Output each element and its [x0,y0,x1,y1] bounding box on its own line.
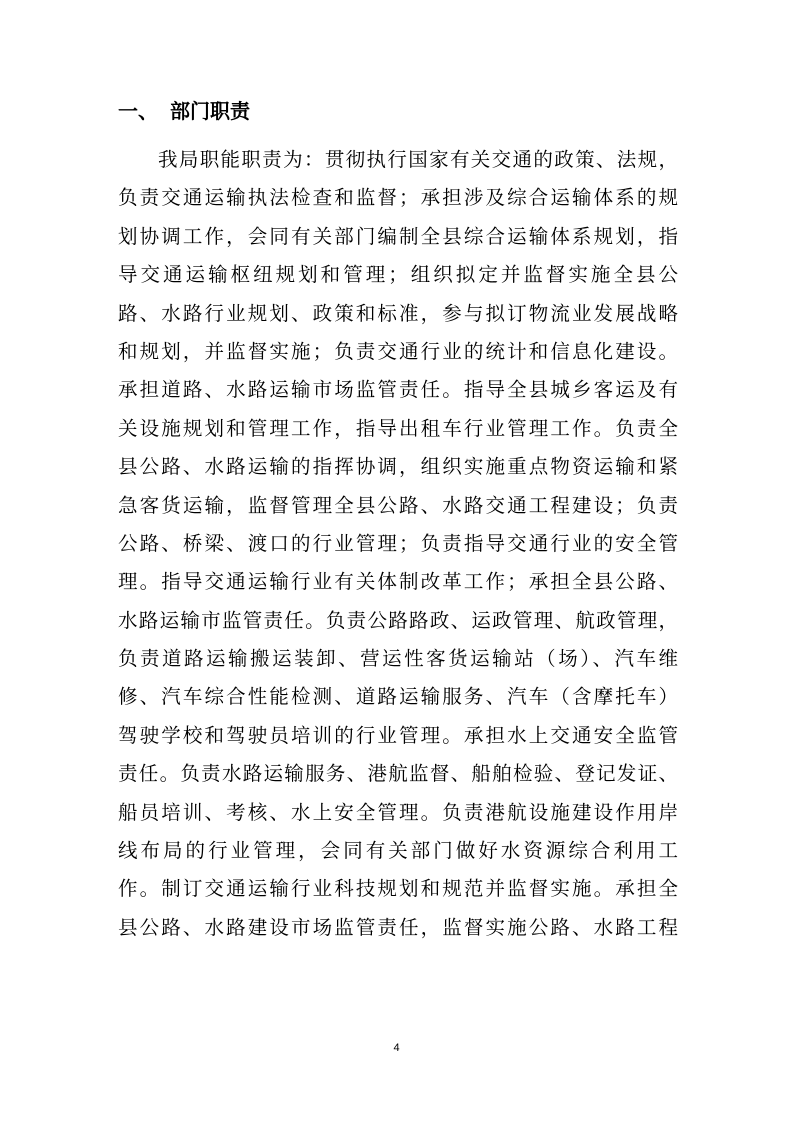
paragraph-line: 我局职能职责为：贯彻执行国家有关交通的政策、法规， [158,148,678,171]
paragraph-line: 县公路、水路建设市场监管责任，监督实施公路、水路工程 [118,915,678,939]
paragraph-line: 关设施规划和管理工作，指导出租车行业管理工作。负责全 [118,416,678,440]
paragraph-line: 承担道路、水路运输市场监管责任。指导全县城乡客运及有 [118,378,678,402]
paragraph-line: 负责交通运输执法检查和监督；承担涉及综合运输体系的规 [118,186,678,210]
paragraph-line: 负责道路运输搬运装卸、营运性客货运输站（场）、汽车维 [118,647,678,671]
paragraph-line: 水路运输市监管责任。负责公路路政、运政管理、航政管理， [118,608,678,632]
section-number: 一、 [118,99,158,123]
paragraph-line: 导交通运输枢纽规划和管理；组织拟定并监督实施全县公 [118,263,678,287]
paragraph-line: 急客货运输，监督管理全县公路、水路交通工程建设；负责 [118,493,678,517]
paragraph-line: 船员培训、考核、水上安全管理。负责港航设施建设作用岸 [118,800,678,824]
paragraph-line: 县公路、水路运输的指挥协调，组织实施重点物资运输和紧 [118,455,678,479]
paragraph-line: 作。制订交通运输行业科技规划和规范并监督实施。承担全 [118,877,678,901]
paragraph-line: 路、水路行业规划、政策和标准，参与拟订物流业发展战略 [118,301,678,325]
page-number: 4 [393,1042,400,1054]
paragraph-line: 责任。负责水路运输服务、港航监督、船舶检验、登记发证、 [118,762,678,786]
paragraph-line: 公路、桥梁、渡口的行业管理；负责指导交通行业的安全管 [118,531,678,555]
section-title: 部门职责 [170,99,250,123]
paragraph-line: 驾驶学校和驾驶员培训的行业管理。承担水上交通安全监管 [118,723,678,747]
section-heading [118,97,250,125]
paragraph-line: 理。指导交通运输行业有关体制改革工作；承担全县公路、 [118,570,678,594]
duties-paragraph [118,141,678,947]
paragraph-line: 线布局的行业管理，会同有关部门做好水资源综合利用工 [118,839,678,863]
paragraph-line: 修、汽车综合性能检测、道路运输服务、汽车（含摩托车） [118,685,678,709]
paragraph-line: 和规划，并监督实施；负责交通行业的统计和信息化建设。 [118,339,678,363]
paragraph-line: 划协调工作，会同有关部门编制全县综合运输体系规划，指 [118,224,678,248]
